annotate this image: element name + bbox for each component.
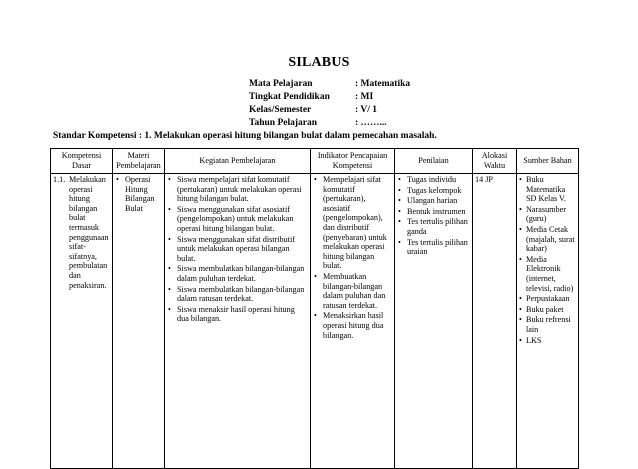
list-item: • Mempelajari sifat komutatif (pertukaran), asosiatif (pengelompokan), dan distributif (penyebaran) untuk melakukan operasi hitung bilangan bulat. (313, 175, 392, 271)
meta-value: : V/ 1 (355, 105, 377, 115)
list-item: • Tugas kelompok (397, 186, 470, 196)
cell-indikator (311, 174, 395, 469)
list-item: • Media Elektronik (internet, televisi, radio) (519, 255, 576, 293)
kd-number: 1.1. (53, 175, 66, 184)
list-item: • Buku refrensi lain (519, 315, 576, 334)
table-header-row (51, 149, 579, 174)
header-penilaian: Penilaian (395, 149, 473, 174)
meta-value: : Matematika (355, 79, 411, 89)
list-item: • LKS (519, 336, 576, 346)
cell-kegiatan (165, 174, 311, 469)
list-item: • Tugas individu (397, 175, 470, 185)
syllabus-table (50, 148, 579, 469)
table-row (51, 174, 579, 469)
list-item: • Siswa mempelajari sifat komutatif (pertukaran) untuk melakukan operasi hitung bilangan bulat. (167, 175, 308, 204)
meta-row-class (249, 104, 435, 117)
list-item: • Perpustakaan (519, 294, 576, 304)
list-item: • Menaksirkan hasil operasi hitung dua bilangan. (313, 311, 392, 340)
list-item: • Siswa menggunakan sifat asosiatif (pengelompokan) untuk melakukan operasi hitung bilangan bulat. (167, 205, 308, 234)
header-kompetensi-dasar: Kompetensi Dasar (51, 149, 113, 174)
cell-alokasi (473, 174, 517, 469)
list-item: • Siswa membulatkan bilangan-bilangan dalam puluhan terdekat. (167, 264, 308, 283)
header-sumber: Sumber Bahan (517, 149, 579, 174)
list-item: • Tes tertulis pilihan uraian (397, 238, 470, 257)
alokasi-value: 14 JP (475, 175, 493, 184)
meta-row-level (249, 91, 435, 104)
kd-text: Melakukan operasi hitung bilangan bulat termasuk penggunaan sifat-sifatnya, pembulatan dan penaksiran. (69, 175, 109, 290)
cell-kompetensi-dasar (51, 174, 113, 469)
list-item: • Membuatkan bilangan-bilangan dalam puluhan dan ratusan terdekat. (313, 272, 392, 310)
document-title: SILABUS (288, 55, 350, 70)
header-alokasi: Alokasi Waktu (473, 149, 517, 174)
list-item: • Bentuk instrumen (397, 207, 470, 217)
meta-label: Tingkat Pendidikan (249, 92, 330, 102)
list-item: • Media Cetak (majalah, surat kabar) (519, 225, 576, 254)
list-item: • Narasumber (guru) (519, 205, 576, 224)
list-item: • Buku paket (519, 305, 576, 315)
cell-penilaian (395, 174, 473, 469)
header-kegiatan: Kegiatan Pembelajaran (165, 149, 311, 174)
meta-label: Tahun Pelajaran (249, 118, 318, 128)
cell-materi (113, 174, 165, 469)
meta-row-year (249, 117, 435, 130)
list-item: • Buku Matematika SD Kelas V. (519, 175, 576, 204)
list-item: • Siswa menaksir hasil operasi hitung dua bilangan. (167, 305, 308, 324)
meta-label: Kelas/Semester (249, 105, 312, 115)
list-item: • Siswa membulatkan bilangan-bilangan dalam ratusan terdekat. (167, 285, 308, 304)
list-item: • Operasi Hitung Bilangan Bulat (115, 175, 162, 213)
list-item: • Siswa menggunakan sifat distributif untuk melakukan operasi bilangan bulat. (167, 235, 308, 264)
standar-kompetensi: Standar Kompetensi : 1. Melakukan operasi hitung bilangan bulat dalam pemecahan masalah. (53, 131, 437, 141)
meta-value: : MI (355, 92, 374, 102)
subject-info (249, 78, 435, 130)
meta-value: : ……... (355, 118, 387, 128)
header-indikator: Indikator Pencapaian Kompetensi (311, 149, 395, 174)
meta-row-subject (249, 78, 435, 91)
cell-sumber (517, 174, 579, 469)
list-item: • Tes tertulis pilihan ganda (397, 217, 470, 236)
header-materi: Materi Pembelajaran (113, 149, 165, 174)
meta-label: Mata Pelajaran (249, 79, 313, 89)
list-item: • Ulangan harian (397, 196, 470, 206)
